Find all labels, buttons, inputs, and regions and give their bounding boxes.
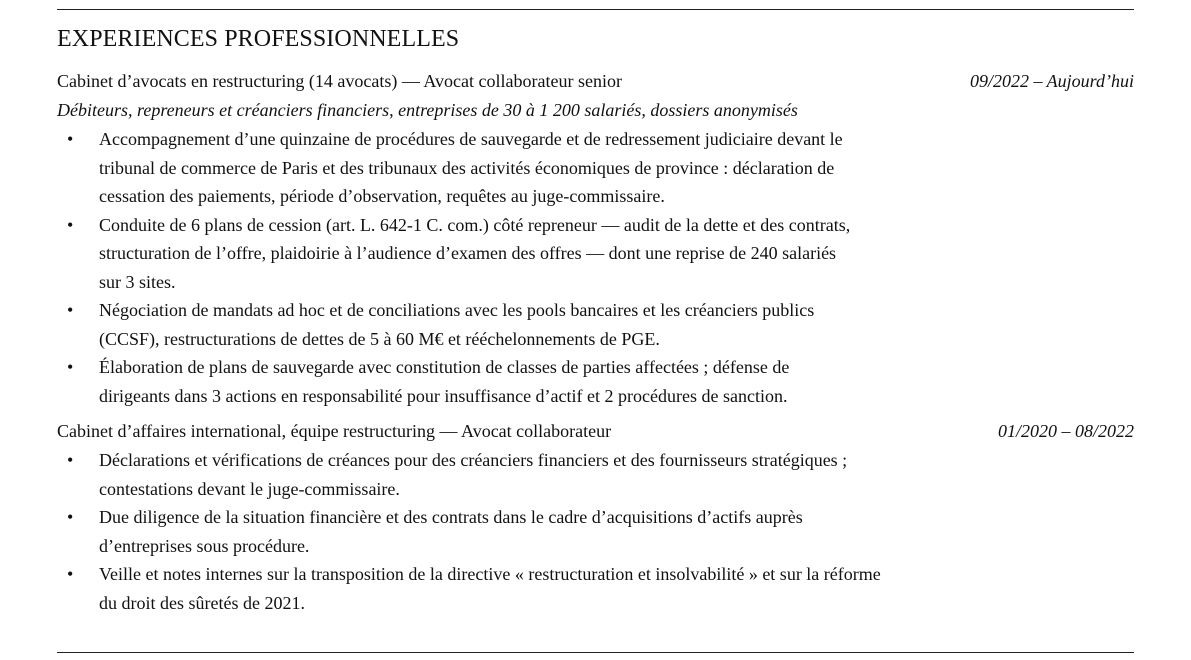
bullet-dot: • bbox=[67, 357, 74, 377]
bullet-dot: • bbox=[67, 564, 74, 584]
bullet-dot: • bbox=[67, 300, 74, 320]
job-dates: 01/2020 – 08/2022 bbox=[997, 421, 1134, 441]
bullet-line: Conduite de 6 plans de cession (art. L. 642-1 C. com.) côté repreneur — audit de la dette et des contrats, bbox=[99, 214, 851, 235]
bullet-dot: • bbox=[67, 214, 74, 235]
bullet-dot: • bbox=[67, 507, 74, 527]
bottom-divider bbox=[57, 652, 1134, 653]
bullet-item bbox=[57, 503, 969, 560]
bullet-line: contestations devant le juge-commissaire. bbox=[99, 478, 400, 499]
job-dates: 09/2022 – Aujourd’hui bbox=[969, 71, 1134, 91]
job-header bbox=[57, 67, 1134, 96]
bullet-item bbox=[57, 125, 969, 211]
bullet-item bbox=[57, 353, 969, 410]
job-title: Cabinet d’affaires international, équipe restructuring — Avocat collaborateur bbox=[57, 421, 612, 441]
bullet-line: cessation des paiements, période d’observation, requêtes au juge-commissaire. bbox=[99, 186, 665, 206]
job-bullets bbox=[57, 446, 1134, 617]
job-title: Cabinet d’avocats en restructuring (14 avocats) — Avocat collaborateur senior bbox=[57, 71, 622, 91]
bullet-line: Due diligence de la situation financière et des contrats dans le cadre d’acquisitions d’actifs auprès bbox=[99, 507, 803, 527]
bullet-line: Déclarations et vérifications de créances pour des créanciers financiers et des fournisseurs stratégiques ; bbox=[99, 450, 848, 470]
bullet-item bbox=[57, 296, 969, 353]
bullet-item bbox=[57, 211, 969, 297]
bullet-line: Veille et notes internes sur la transposition de la directive « restructuration et insolvabilité » et sur la réforme bbox=[99, 564, 881, 584]
bullet-line: du droit des sûretés de 2021. bbox=[99, 592, 305, 613]
job-subtitle: Débiteurs, repreneurs et créanciers financiers, entreprises de 30 à 1 200 salariés, dossiers anonymisés bbox=[57, 100, 798, 120]
job-bullets bbox=[57, 125, 1134, 410]
bullet-line: (CCSF), restructurations de dettes de 5 à 60 M€ et rééchelonnements de PGE. bbox=[99, 328, 660, 349]
bullet-line: dirigeants dans 3 actions en responsabilité pour insuffisance d’actif et 2 procédures de sanction. bbox=[99, 385, 788, 406]
bullet-line: sur 3 sites. bbox=[99, 271, 176, 292]
bullet-line: Élaboration de plans de sauvegarde avec constitution de classes de parties affectées ; défense de bbox=[99, 357, 790, 377]
bullet-dot: • bbox=[67, 129, 74, 149]
bullet-item bbox=[57, 446, 969, 503]
section-title: EXPERIENCES PROFESSIONNELLES bbox=[57, 26, 460, 52]
top-divider bbox=[57, 9, 1134, 10]
job-header bbox=[57, 417, 1134, 446]
job-entry-1 bbox=[57, 67, 1134, 410]
bullet-item bbox=[57, 560, 969, 617]
bullet-line: Accompagnement d’une quinzaine de procédures de sauvegarde et de redressement judiciaire devant le bbox=[99, 129, 843, 149]
resume-page bbox=[57, 0, 1134, 617]
bullet-line: tribunal de commerce de Paris et des tribunaux des activités économiques de province : déclaration de bbox=[99, 157, 835, 178]
bullet-line: d’entreprises sous procédure. bbox=[99, 535, 310, 556]
bullet-line: structuration de l’offre, plaidoirie à l’audience d’examen des offres — dont une reprise de 240 salariés bbox=[99, 243, 837, 263]
bullet-dot: • bbox=[67, 450, 74, 470]
bullet-line: Négociation de mandats ad hoc et de conciliations avec les pools bancaires et les créanciers publics bbox=[99, 300, 815, 320]
job-entry-2 bbox=[57, 417, 1134, 617]
